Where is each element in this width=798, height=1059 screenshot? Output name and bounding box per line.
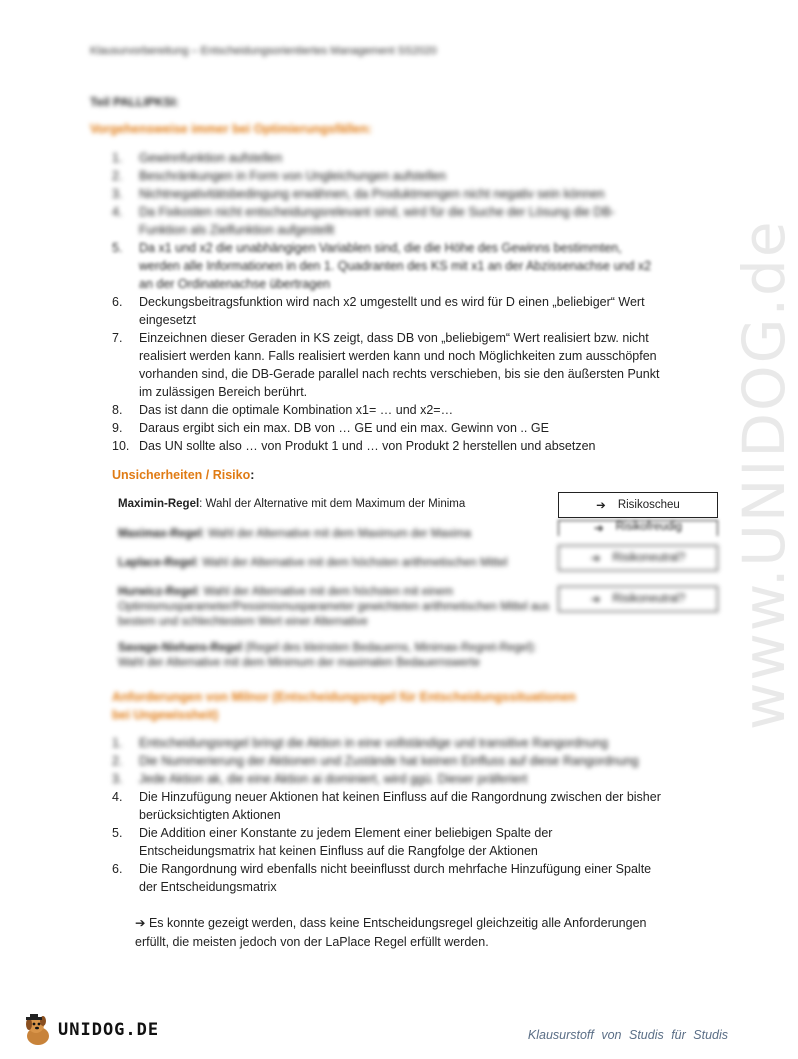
conclusion-text: ➔ Es konnte gezeigt werden, dass keine Entscheidungsregel gleichzeitig alle Anforderungen erfüllt, die meisten jedoch von der LaPlace Regel erfüllt werden. xyxy=(135,916,647,949)
rule-maximin: Maximin-Regel: Wahl der Alternative mit dem Maximum der Minima xyxy=(118,498,466,510)
dog-mascot-icon xyxy=(20,1012,56,1048)
page-header: Klausurvorbereitung – Entscheidungsorientiertes Management SS2020 xyxy=(90,45,437,57)
list-item: 6. Die Rangordnung wird ebenfalls nicht beeinflusst durch mehrfache Hinzufügung einer Spalte der Entscheidungsmatrix xyxy=(112,862,652,894)
list-item: 5. Da x1 und x2 die unabhängigen Variablen sind, die die Höhe des Gewinns bestimmten, werden alle Informationen in den 1. Quadranten des KS mit x1 an der Abzissenachse und x2 an der Ordinatenachse übertragen xyxy=(112,241,652,291)
list-item: 2. Beschränkungen in Form von Ungleichungen aufstellen xyxy=(112,169,447,183)
list-item: 3. Jede Aktion ak, die eine Aktion ai dominiert, wird ggü. Dieser präferiert xyxy=(112,772,528,786)
list-item: 4. Da Fixkosten nicht entscheidungsrelevant sind, wird für die Suche der Lösung die DB-Funktion als Zielfunktion aufgestellt xyxy=(112,205,615,237)
list-item: 8. Das ist dann die optimale Kombination x1= … und x2=… xyxy=(112,403,454,417)
footer-tagline: Klausurstoff von Studis für Studis xyxy=(527,1028,728,1042)
list-item: 7. Einzeichnen dieser Geraden in KS zeigt, dass DB von „beliebigem“ Wert realisiert bzw. nicht realisiert werden kann. Falls realisiert werden kann und noch Möglichkeiten zum ausschöpfen vorhanden sind, die DB-Gerade parallel nach rechts verschieben, bis sie den äußersten Punkt im zulässigen Bereich berührt. xyxy=(112,331,660,399)
box-risikoscheu: ➔ Risikoscheu xyxy=(558,492,718,518)
teil-heading: Teil PALLIPKSI: xyxy=(90,95,179,109)
box-risikoneutral-1: ➔ Risikoneutral? xyxy=(558,545,718,571)
rule-hurwicz: Hurwicz-Regel: Wahl der Alternative mit dem höchsten mit einem Optimismusparameter/Pessimismusparameter gewichteten arithmetischen Mittel aus bestem und schlechtestem Wert einer Alternative xyxy=(118,586,550,628)
steps-list xyxy=(112,149,662,455)
list-item: 9. Daraus ergibt sich ein max. DB von … GE und ein max. Gewinn von .. GE xyxy=(112,421,549,435)
list-item: 10. Das UN sollte also … von Produkt 1 und … von Produkt 2 herstellen und absetzen xyxy=(112,439,596,453)
list-item: 3. Nichtnegativitätsbedingung erwähnen, da Produktmengen nicht negativ sein können xyxy=(112,187,605,201)
list-item: 2. Die Nummerierung der Aktionen und Zustände hat keinen Einfluss auf diese Rangordnung xyxy=(112,754,639,768)
vorgehensweise-heading: Vorgehensweise immer bei Optimierungsfällen: xyxy=(90,122,372,136)
rule-laplace: Laplace-Regel: Wahl der Alternative mit dem höchsten arithmetischen Mittel xyxy=(118,557,508,569)
milnor-list xyxy=(112,734,662,896)
box-risikoneutral-2: ➔ Risikoneutral? xyxy=(558,586,718,612)
watermark: www.UNIDOG.de xyxy=(730,219,798,730)
list-item: 1. Entscheidungsregel bringt die Aktion in eine vollständige und transitive Rangordnung xyxy=(112,736,609,750)
rule-savage-niehans: Savage-Niehans-Regel (Regel des kleinsten Bedauerns, Minimax-Regret-Regel): Wahl der Alternative mit dem Minimum der maximalen Bedauernswerte xyxy=(118,642,537,669)
list-item: 4. Die Hinzufügung neuer Aktionen hat keinen Einfluss auf die Rangordnung zwischen der bisher berücksichtigten Aktionen xyxy=(112,790,661,822)
list-item: 5. Die Addition einer Konstante zu jedem Element einer beliebigen Spalte der Entscheidungsmatrix hat keinen Einfluss auf die Rangfolge der Aktionen xyxy=(112,826,553,858)
rule-maximax: Maximax-Regel: Wahl der Alternative mit dem Maximum der Maxima xyxy=(118,528,471,540)
list-item: 1. Gewinnfunktion aufstellen xyxy=(112,151,283,165)
unsicherheiten-heading: Unsicherheiten / Risiko: xyxy=(112,468,255,482)
unidog-logo: UNIDOG.DE xyxy=(20,1010,159,1050)
box-risikofreudig: ➔ Risikofreudig xyxy=(558,520,718,536)
list-item: 6. Deckungsbeitragsfunktion wird nach x2 umgestellt und es wird für D einen „beliebiger“ Wert eingesetzt xyxy=(112,295,645,327)
milnor-heading: Anforderungen von Milnor (Entscheidungsregel für Entscheidungssituationen bei Ungewissheit) xyxy=(112,690,576,722)
